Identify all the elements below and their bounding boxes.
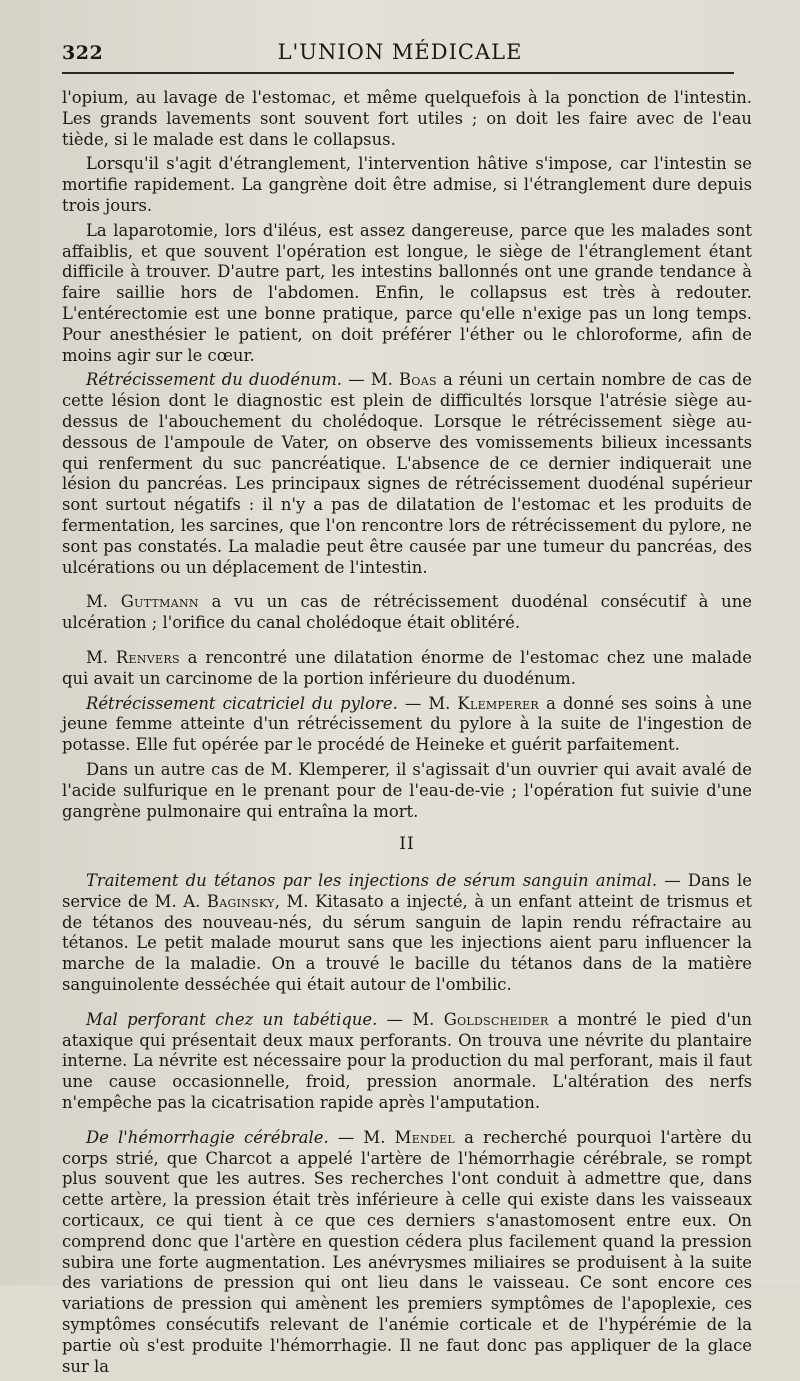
paragraph-pylore — [62, 694, 752, 756]
page-header — [62, 40, 738, 70]
paragraph-renvers — [62, 648, 752, 690]
paragraph-text: a rencontré une dilatation énorme de l'estomac chez une malade qui avait un carcinome de la portion inférieure du duodénum. — [62, 647, 752, 688]
paragraph-text: a vu un cas de rétrécissement duodénal consécutif à une ulcération ; l'orifice du canal cholédoque était oblitéré. — [62, 592, 752, 633]
running-head-title: L'UNION MÉDICALE — [277, 40, 523, 64]
paragraph-dash: — M. — [328, 1127, 395, 1147]
paragraph-text: , M. Kitasato a injecté, à un enfant atteint de trismus et de tétanos des nouveau-nés, du sérum sanguin de lapin rendu réfractaire au tétanos. Le petit malade mourut sans que les injections aient paru influencer la marche de la maladie. On a trouvé le bacille du tétanos dans de la matière sanguinolente desséchée qui était autour de l'ombilic. — [62, 891, 752, 995]
paragraph-dash: — M. — [341, 370, 400, 390]
paragraph-heading: De l'hémorrhagie cérébrale. — [86, 1127, 329, 1147]
paragraph-text: Lorsqu'il s'agit d'étranglement, l'intervention hâtive s'impose, car l'intestin se mortifie rapidement. La gangrène doit être admise, si l'étranglement dure depuis trois jours. — [62, 154, 752, 215]
author-name: Guttmann — [120, 592, 199, 612]
author-name: Baginsky — [206, 891, 275, 911]
paragraph-etranglement — [62, 154, 752, 216]
paragraph-klemperer-2 — [62, 760, 752, 822]
header-rule — [62, 72, 734, 74]
paragraph-prefix: M. — [86, 592, 121, 612]
paragraph-dash: — M. — [377, 1009, 444, 1029]
paragraph-guttmann — [62, 592, 752, 634]
paragraph-text: a recherché pourquoi l'artère du corps strié, que Charcot a appelé l'artère de l'hémorrhagie cérébrale, se rompt plus souvent que les autres. Ses recherches l'ont conduit à admettre que, dans cette artère, la pression était très inférieure à celle qui existe dans les vaisseaux corticaux, ce qui tient à ce que ces derniers s'anastomosent entre eux. On comprend donc que l'artère en question cédera plus facilement quand la pression subira une forte augmentation. Les anévrysmes miliaires se produisent à la suite des variations de pression qui ont lieu dans le vaisseau. Ce sont encore ces variations de pression qui amènent les premiers symptômes de l'apoplexie, ces symptômes consécutifs relevant de l'anémie corticale et de l'hypérémie de la partie où s'est produite l'hémorrhagie. Il ne faut donc pas appliquer de la glace sur la — [62, 1127, 753, 1376]
paragraph-text: a donné ses soins à une jeune femme atteinte d'un rétrécissement du pylore à la suite de l'ingestion de potasse. Elle fut opérée par le procédé de Heineke et guérit parfaitement. — [62, 693, 753, 755]
paragraph-heading: Mal perforant chez un tabétique. — [86, 1009, 378, 1029]
paragraph-text: l'opium, au lavage de l'estomac, et même quelquefois à la ponction de l'intestin. Les grands lavements sont souvent fort utiles ; on doit les faire avec de l'eau tiède, si le malade est dans le collapsus. — [62, 88, 752, 149]
paragraph-laparotomie — [62, 221, 752, 367]
paragraph-text: a montré le pied d'un ataxique qui présentait deux maux perforants. On trouva une névrite du plantaire interne. La névrite est nécessaire pour la production du mal perforant, mais il faut une cause occasionnelle, froid, pression anormale. L'altération des nerfs n'empêche pas la cicatrisation rapide après l'amputation. — [62, 1009, 753, 1113]
author-name: Boas — [399, 370, 437, 390]
paragraph-hemorrhagie — [62, 1128, 752, 1378]
section-number: II — [399, 834, 415, 855]
paragraph-text: Dans un autre cas de M. Klemperer, il s'agissait d'un ouvrier qui avait avalé de l'acide sulfurique en le prenant pour de l'eau-de-vie ; l'opération fut suivie d'une gangrène pulmonaire qui entraîna la mort. — [62, 759, 752, 821]
page-number: 322 — [62, 42, 104, 64]
paragraph-text: La laparotomie, lors d'iléus, est assez dangereuse, parce que les malades sont affaiblis, et que souvent l'opération est longue, le siège de l'étranglement étant difficile à trouver. D'autre part, les intestins ballonnés ont une grande tendance à faire saillie hors de l'abdomen. Enfin, le collapsus est très à redouter. L'entérectomie est une bonne pratique, parce qu'elle n'exige pas un long temps. Pour anesthésier le patient, on doit préférer l'éther ou le chloroforme, afin de moins agir sur le cœur. — [62, 220, 752, 365]
author-name: Klemperer — [457, 693, 539, 713]
paragraph-heading: Rétrécissement du duodénum. — [86, 370, 342, 390]
paragraph-heading: Traitement du tétanos par les injections de sérum sanguin animal. — [86, 871, 658, 891]
paragraph-opium — [62, 88, 752, 150]
paragraph-tetanos — [62, 871, 752, 996]
author-name: Renvers — [115, 647, 180, 667]
author-name: Mendel — [394, 1127, 456, 1147]
paragraph-dash: — M. — [397, 693, 458, 713]
paragraph-prefix: M. — [86, 647, 116, 667]
paragraph-mal-perforant — [62, 1010, 752, 1114]
paragraph-duodenum — [62, 370, 752, 578]
author-name: Goldscheider — [443, 1009, 549, 1029]
article-body — [62, 88, 752, 1381]
paragraph-heading: Rétrécissement cicatriciel du pylore. — [86, 693, 398, 713]
paragraph-text: a réuni un certain nombre de cas de cette lésion dont le diagnostic est plein de difficultés lorsque l'atrésie siège au-dessus de l'abouchement du cholédoque. Lorsque le rétrécissement siège au-dessous de l'ampoule de Vater, on observe des vomissements bilieux incessants qui renferment du suc pancréatique. L'absence de ce dernier indiquerait une lésion du pancréas. Les principaux signes de rétrécissement duodénal supérieur sont surtout négatifs : il n'y a pas de dilatation de l'estomac et les produits de fermentation, les sarcines, que l'on rencontre lors de rétrécissement du pylore, ne sont pas constatés. La maladie peut être causée par une tumeur du pancréas, des ulcérations ou un déplacement de l'intestin. — [62, 370, 752, 577]
paragraph-dash: — Dans le service de M. A. — [62, 871, 752, 911]
